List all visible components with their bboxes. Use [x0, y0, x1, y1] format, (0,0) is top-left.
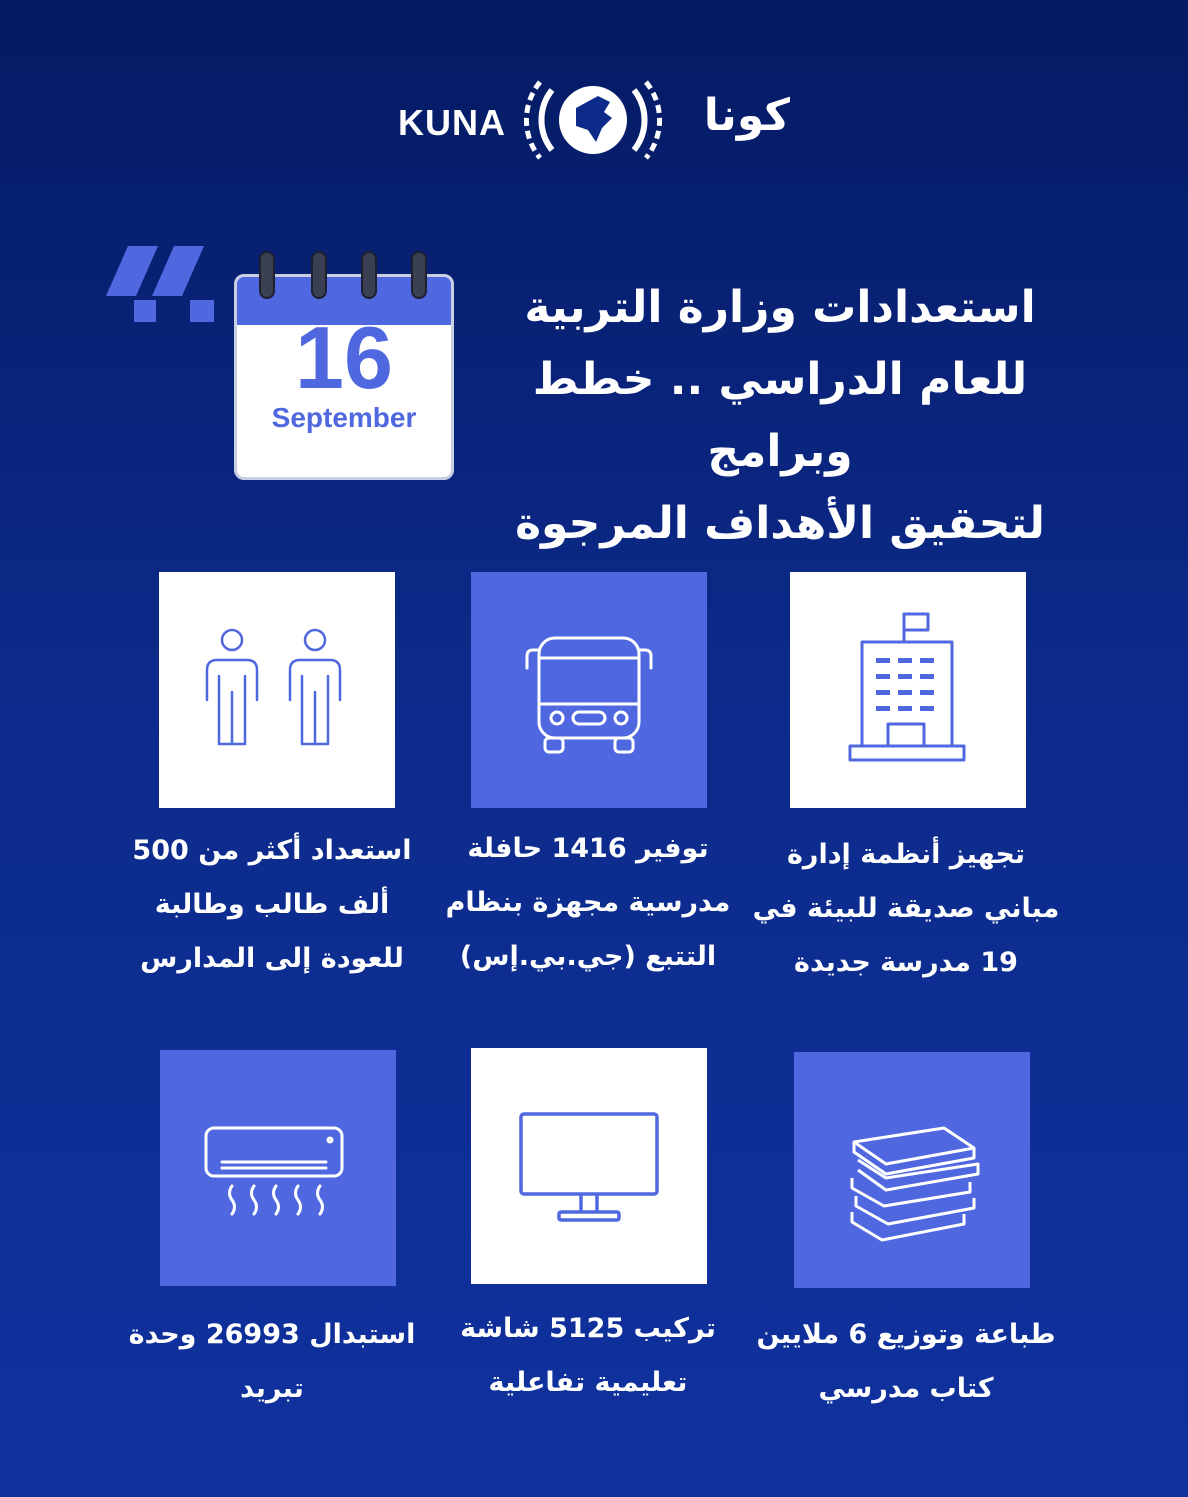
- caption-line: تركيب 5125 شاشة: [460, 1313, 716, 1344]
- logo-emblem-icon: [518, 68, 668, 172]
- monitor-icon: [471, 1048, 707, 1284]
- logo-arabic-text: كونا: [703, 90, 790, 141]
- air-conditioner-icon: [160, 1050, 396, 1286]
- caption-line: تبريد: [240, 1373, 304, 1404]
- calendar-day: 16: [295, 308, 393, 407]
- caption-line: استعداد أكثر من 500: [132, 835, 412, 866]
- calendar-date: [230, 250, 458, 482]
- bus-icon: [471, 572, 707, 808]
- tile-air-conditioner: [160, 1050, 396, 1286]
- caption-line: 19 مدرسة جديدة: [794, 947, 1018, 978]
- title-line-1: استعدادات وزارة التربية: [524, 282, 1036, 333]
- logo-latin-text: KUNA: [398, 102, 506, 143]
- caption-people: [112, 824, 432, 986]
- caption-line: للعودة إلى المدارس: [140, 943, 404, 974]
- tile-bus: [471, 572, 707, 808]
- building-icon: [790, 572, 1026, 808]
- calendar-rings-icon: [230, 250, 458, 310]
- caption-line: التتبع (جي.بي.إس): [459, 941, 717, 972]
- caption-line: مباني صديقة للبيئة في: [752, 893, 1060, 924]
- caption-line: طباعة وتوزيع 6 ملايين: [756, 1319, 1056, 1350]
- tile-books: [794, 1052, 1030, 1288]
- books-icon: [794, 1052, 1030, 1288]
- caption-air-conditioner: [112, 1308, 432, 1416]
- calendar-month: September: [271, 402, 417, 433]
- caption-line: توفير 1416 حافلة: [467, 833, 709, 864]
- title-line-3: لتحقيق الأهداف المرجوة: [515, 498, 1045, 549]
- tile-monitor: [471, 1048, 707, 1284]
- caption-books: [746, 1308, 1066, 1416]
- kuna-logo: [398, 68, 790, 172]
- caption-line: ألف طالب وطالبة: [154, 889, 390, 920]
- caption-line: تعليمية تفاعلية: [488, 1367, 688, 1398]
- people-icon: [159, 572, 395, 808]
- title-line-2: للعام الدراسي .. خطط وبرامج: [532, 354, 1028, 477]
- caption-line: تجهيز أنظمة إدارة: [786, 839, 1026, 870]
- quote-marks-icon: [106, 244, 218, 326]
- caption-line: كتاب مدرسي: [818, 1373, 994, 1404]
- caption-monitor: [428, 1302, 748, 1410]
- tile-people: [159, 572, 395, 808]
- caption-bus: [428, 822, 748, 984]
- page-title: [470, 272, 1090, 560]
- caption-line: استبدال 26993 وحدة: [128, 1319, 416, 1350]
- tile-building: [790, 572, 1026, 808]
- caption-line: مدرسية مجهزة بنظام: [445, 887, 731, 918]
- caption-building: [746, 828, 1066, 990]
